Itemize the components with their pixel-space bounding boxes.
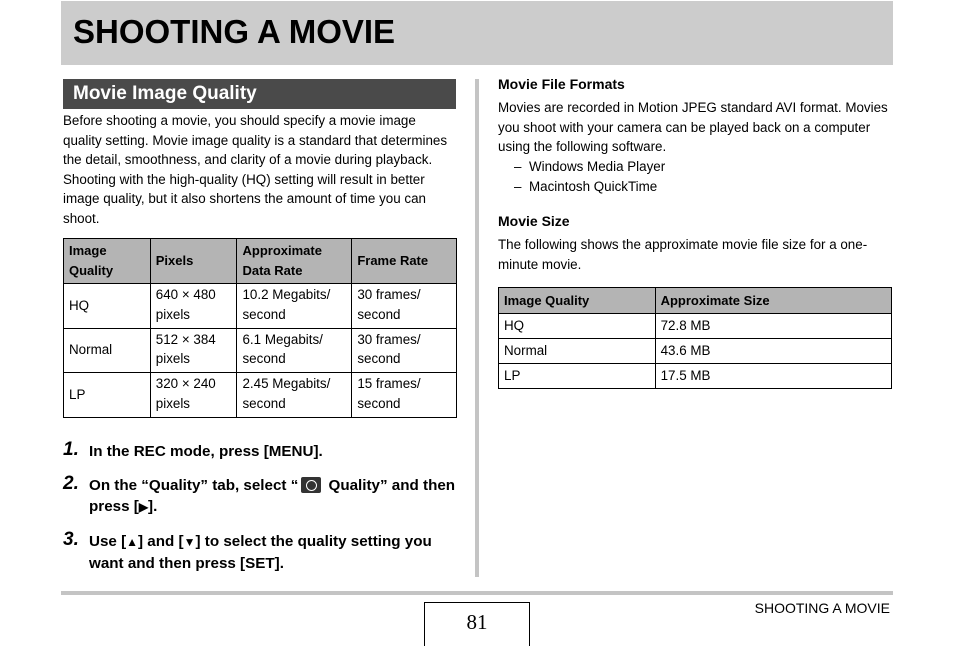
table-header-row: [64, 239, 457, 284]
cell-data-rate: 10.2 Megabits/ second: [237, 284, 352, 329]
header-pixels: Pixels: [150, 239, 237, 284]
step-1: [63, 441, 463, 462]
cell-size: 43.6 MB: [655, 339, 891, 364]
header-approx-size: Approximate Size: [655, 288, 891, 314]
column-divider: [475, 79, 479, 577]
list-item: [498, 177, 893, 197]
movie-quality-icon: [301, 477, 321, 493]
table-row: [499, 314, 892, 339]
cell-frame-rate: 30 frames/ second: [352, 284, 457, 329]
cell-frame-rate: 15 frames/ second: [352, 373, 457, 418]
software-name: Windows Media Player: [529, 158, 666, 174]
step-text-pre: On the “Quality” tab, select “: [89, 477, 299, 494]
table-row: [499, 339, 892, 364]
step-number: 2.: [63, 473, 79, 494]
header-image-quality: Image Quality: [64, 239, 151, 284]
cell-data-rate: 2.45 Megabits/ second: [237, 373, 352, 418]
step-text-post: Quality” and then press [: [89, 477, 456, 515]
header-image-quality: Image Quality: [499, 288, 656, 314]
cell-frame-rate: 30 frames/ second: [352, 328, 457, 373]
software-name: Macintosh QuickTime: [529, 178, 658, 194]
left-column: [63, 79, 457, 229]
header-frame-rate: Frame Rate: [352, 239, 457, 284]
footer-divider: [61, 591, 893, 595]
cell-quality: LP: [64, 373, 151, 418]
step-number: 3.: [63, 529, 79, 550]
cell-quality: HQ: [64, 284, 151, 329]
up-arrow-icon: ▲: [126, 535, 139, 549]
formats-paragraph: Movies are recorded in Motion JPEG standard AVI format. Movies you shoot with your camera can be played back on a computer using the following software.: [498, 100, 888, 155]
size-heading: Movie Size: [498, 213, 570, 230]
table-row: [64, 328, 457, 373]
cell-quality: LP: [499, 364, 656, 389]
step-2: [63, 475, 463, 518]
formats-heading: Movie File Formats: [498, 76, 625, 92]
step-3: [63, 531, 463, 574]
cell-pixels: 512 × 384 pixels: [150, 328, 237, 373]
right-arrow-icon: ▶: [138, 500, 149, 514]
step-text-end: ].: [148, 498, 158, 515]
page-title: SHOOTING A MOVIE: [73, 13, 396, 50]
header-bar: [61, 1, 893, 65]
cell-pixels: 320 × 240 pixels: [150, 373, 237, 418]
cell-size: 17.5 MB: [655, 364, 891, 389]
table-row: [64, 284, 457, 329]
section-title: Movie Image Quality: [63, 79, 456, 109]
software-list: [498, 157, 893, 197]
table-header-row: [499, 288, 892, 314]
cell-pixels: 640 × 480 pixels: [150, 284, 237, 329]
table-row: [64, 373, 457, 418]
step-text-c: ] to select the quality setting you want and then press [SET].: [89, 533, 432, 572]
step-number: 1.: [63, 439, 79, 460]
size-table: [498, 287, 892, 389]
down-arrow-icon: ▼: [183, 535, 196, 549]
header-data-rate: Approximate Data Rate: [237, 239, 352, 284]
cell-quality: Normal: [499, 339, 656, 364]
cell-quality: HQ: [499, 314, 656, 339]
cell-size: 72.8 MB: [655, 314, 891, 339]
intro-paragraph: Before shooting a movie, you should specify a movie image quality setting. Movie image quality is a standard that determines the detail, smoothness, and clarity of a movie during playback. Shooting with the high-quality (HQ) setting will result in better image quality, but it also shortens the amount of time you can shoot.: [63, 113, 448, 226]
cell-data-rate: 6.1 Megabits/ second: [237, 328, 352, 373]
footer-section-label: SHOOTING A MOVIE: [754, 600, 890, 616]
table-row: [499, 364, 892, 389]
size-paragraph: The following shows the approximate movie file size for a one-minute movie.: [498, 237, 868, 272]
step-text-b: ] and [: [138, 533, 184, 550]
list-item: [498, 157, 893, 177]
right-column: [498, 74, 893, 275]
quality-table: [63, 238, 457, 418]
page-number: 81: [424, 602, 530, 646]
cell-quality: Normal: [64, 328, 151, 373]
step-text: In the REC mode, press [MENU].: [89, 443, 323, 460]
step-text-a: Use [: [89, 533, 127, 550]
steps-list: [63, 441, 463, 587]
